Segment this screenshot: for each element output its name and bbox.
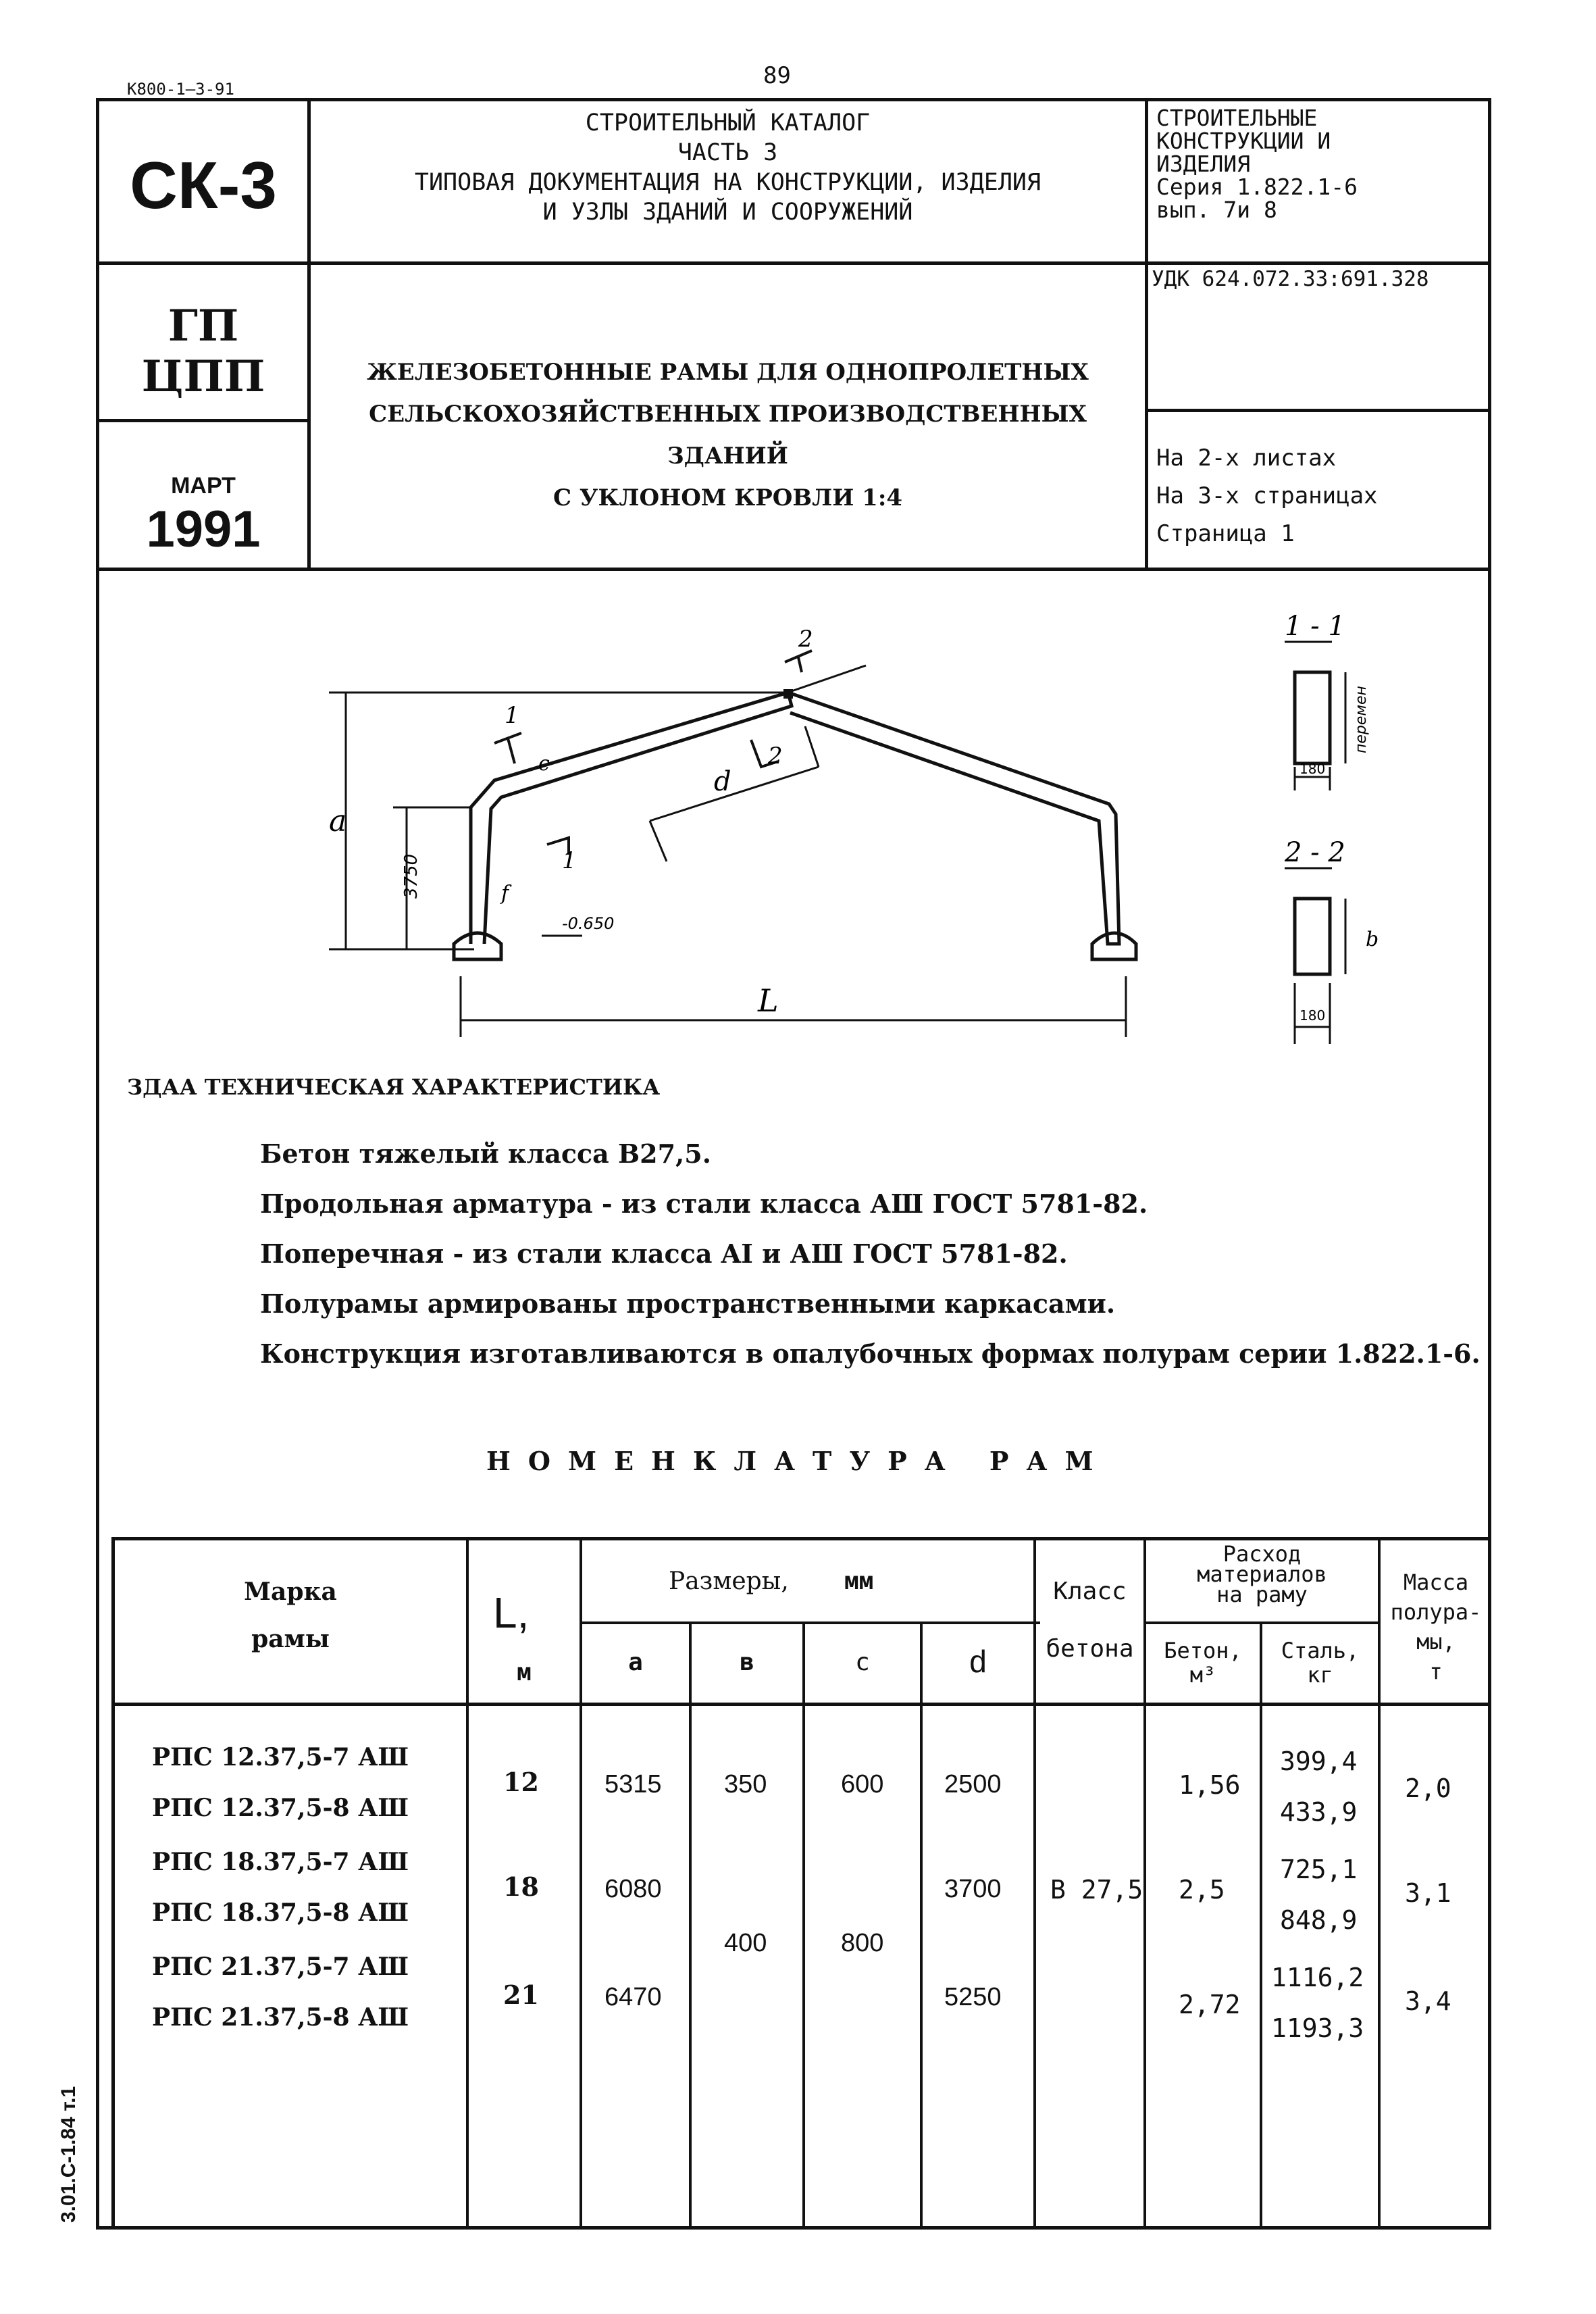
series-line-4: Серия 1.822.1-6 [1156,174,1358,200]
cell-concrete-3: 2,72 [1179,1990,1241,2019]
row-mark-2: РПС 12.37,5-8 АШ [152,1794,409,1822]
right-base [1092,933,1136,959]
col-line-8 [1260,1621,1262,2230]
section-1-dim-height: перемен [1353,686,1370,753]
document-title [311,351,1145,519]
th-L: L, [493,1588,530,1637]
tech-line-1: Бетон тяжелый класса В27,5. [260,1138,711,1169]
th-usage-1: Расход [1222,1541,1302,1567]
left-base [454,933,501,959]
document-code: К800-1—3-91 [127,80,234,99]
label-3750: 3750 [401,853,421,899]
cell-c-2: 800 [841,1929,884,1957]
sheets-block [1156,439,1378,553]
label-d: d [714,766,731,797]
section-1-dim-width: 180 [1299,761,1326,777]
sheets-line-2: На 3-х страницах [1156,482,1378,509]
cell-L-1: 12 [503,1767,539,1797]
row-mark-1: РПС 12.37,5-7 АШ [152,1743,409,1771]
catalog-line-1: СТРОИТЕЛЬНЫЙ КАТАЛОГ [585,109,871,136]
label-a: a [329,804,347,838]
section-2-rect [1295,899,1330,974]
cell-concrete-2: 2,5 [1179,1875,1225,1905]
section-1-rect [1295,672,1330,763]
cell-L-3: 21 [503,1980,539,2010]
th-steel [1262,1638,1378,1687]
catalog-line-3: ТИПОВАЯ ДОКУМЕНТАЦИЯ НА КОНСТРУКЦИИ, ИЗДЕЛИЯ [414,169,1041,196]
cell-L-2: 18 [503,1871,539,1902]
left-half-frame [471,693,792,944]
cell-steel-2: 433,9 [1280,1797,1358,1827]
frame-drawing [96,571,1491,1105]
series-line-2: КОНСТРУКЦИИ И [1156,128,1331,154]
catalog-line-2: ЧАСТЬ 3 [677,139,778,166]
th-a: а [628,1649,643,1676]
th-steel-1: Сталь, [1281,1638,1360,1663]
label-c: c [538,752,550,776]
cut-1-upper [494,733,521,763]
col-line-5 [920,1621,923,2230]
label-elevation: -0.650 [562,914,615,933]
cell-steel-1: 399,4 [1280,1746,1358,1776]
cell-d-1: 2500 [944,1770,1002,1799]
header-hline-right [1145,409,1491,412]
catalog-line-4: И УЗЛЫ ЗДАНИЙ И СООРУЖЕНИЙ [542,199,913,226]
row-mark-6: РПС 21.37,5-8 АШ [152,2003,409,2032]
tech-line-3: Поперечная - из стали класса AI и АШ ГОСТ 5781-82. [260,1238,1068,1269]
section-2-title: 2 - 2 [1285,837,1345,868]
cell-steel-6: 1193,3 [1271,2013,1364,2043]
nomenclature-title: НОМЕНКЛАТУРА РАМ [486,1446,1111,1476]
col-line-1 [466,1537,469,2230]
tech-list [260,1138,1481,1388]
catalog-block [311,108,1145,227]
th-concrete [1146,1638,1260,1687]
th-c: с [855,1649,870,1676]
tech-line-4: Полурамы армированы пространственными каркасами. [260,1288,1116,1319]
cell-concrete-1: 1,56 [1179,1770,1241,1800]
cell-mass-2: 3,1 [1405,1878,1451,1908]
row-mark-5: РПС 21.37,5-7 АШ [152,1953,409,1981]
tech-line-2: Продольная арматура - из стали класса АШ ГОСТ 5781-82. [260,1188,1148,1219]
cell-a-3: 6470 [604,1983,662,2011]
cell-a-2: 6080 [604,1875,662,1903]
series-line-1: СТРОИТЕЛЬНЫЕ [1156,105,1318,131]
udk-code: УДК 624.072.33:691.328 [1152,267,1429,291]
section-2-dim-height: b [1366,928,1379,951]
th-sizes: Размеры, [669,1567,789,1595]
series-line-5: вып. 7и 8 [1156,197,1277,223]
th-sizes-unit: мм [844,1567,874,1595]
th-steel-2: кг [1307,1662,1333,1688]
th-usage-2: материалов [1197,1561,1327,1587]
section-1-title: 1 - 1 [1285,611,1345,642]
th-L-unit: м [517,1659,532,1686]
title-line-3: С УКЛОНОМ КРОВЛИ 1:4 [552,484,903,511]
label-cut-2-upper: 2 [798,626,813,653]
cell-steel-5: 1116,2 [1271,1963,1364,1992]
cell-steel-3: 725,1 [1280,1855,1358,1884]
header-hline-stamp [96,419,311,422]
header-hline-1 [96,261,1491,265]
title-line-1: ЖЕЛЕЗОБЕТОННЫЕ РАМЫ ДЛЯ ОДНОПРОЛЕТНЫХ [367,359,1089,386]
th-mass [1381,1567,1491,1686]
sheets-line-3: Страница 1 [1156,520,1295,547]
th-concrete-2: м³ [1189,1662,1216,1688]
th-class-2: бетона [1046,1635,1134,1663]
th-mass-2: полура- [1390,1599,1482,1625]
cell-d-3: 5250 [944,1983,1002,2011]
th-mass-4: т [1429,1659,1443,1684]
series-block [1156,107,1487,222]
cell-mass-3: 3,4 [1405,1986,1451,2016]
page-number: 89 [763,62,791,89]
th-mass-3: мы, [1416,1629,1456,1655]
cell-mass-1: 2,0 [1405,1774,1451,1803]
th-class-1: Класс [1053,1578,1127,1605]
stamp-ck3: СК-3 [130,148,277,222]
sheets-line-1: На 2-х листах [1156,445,1337,472]
th-b: в [740,1649,754,1676]
row-mark-3: РПС 18.37,5-7 АШ [152,1848,409,1876]
right-half-frame [788,693,1119,944]
cell-a-1: 5315 [604,1770,662,1799]
cell-c-1: 600 [841,1770,884,1799]
th-usage [1146,1541,1378,1607]
label-f: f [501,882,509,905]
label-cut-1-lower: 1 [562,847,577,874]
cell-b-1: 350 [724,1770,767,1799]
cell-b-2: 400 [724,1929,767,1957]
cell-steel-4: 848,9 [1280,1905,1358,1935]
label-L: L [758,982,779,1019]
stamp-gp: ГП [168,301,239,351]
stamp-year: 1991 [146,501,261,558]
th-concrete-1: Бетон, [1164,1638,1242,1663]
header-vline-2 [1145,98,1148,571]
cell-d-2: 3700 [944,1875,1002,1903]
th-mark-2: рамы [251,1625,330,1653]
cell-class: В 27,5 [1050,1875,1143,1905]
section-2-dim-width: 180 [1299,1007,1326,1024]
table-sizes-subline [581,1621,1040,1624]
th-mass-1: Масса [1403,1569,1469,1595]
tech-line-5: Конструкция изготавливаются в опалубочных формах полурам серии 1.822.1-6. [260,1338,1481,1369]
label-cut-1-upper: 1 [505,702,519,729]
title-line-2: СЕЛЬСКОХОЗЯЙСТВЕННЫХ ПРОИЗВОДСТВЕННЫХ ЗДАНИЙ [369,401,1087,470]
table-top-line [111,1537,1491,1540]
stamp-month: МАРТ [171,473,236,499]
label-cut-2-lower: 2 [768,743,783,770]
tech-heading: ЗДАА ТЕХНИЧЕСКАЯ ХАРАКТЕРИСТИКА [127,1074,661,1100]
dim-d-line [650,767,819,821]
series-line-3: ИЗДЕЛИЯ [1156,151,1251,177]
th-mark-1: Марка [244,1578,337,1606]
col-line-3 [689,1621,692,2230]
col-line-2 [580,1537,582,2230]
th-d: d [969,1644,987,1679]
col-line-4 [802,1621,805,2230]
side-stamp: 3.01.С-1.84 т.1 [57,2086,80,2223]
th-usage-3: на раму [1216,1582,1308,1607]
row-mark-4: РПС 18.37,5-8 АШ [152,1898,409,1927]
cut-2-upper [785,651,812,672]
stamp-cpp: ЦПП [141,351,265,402]
table-header-bottom [111,1703,1491,1706]
